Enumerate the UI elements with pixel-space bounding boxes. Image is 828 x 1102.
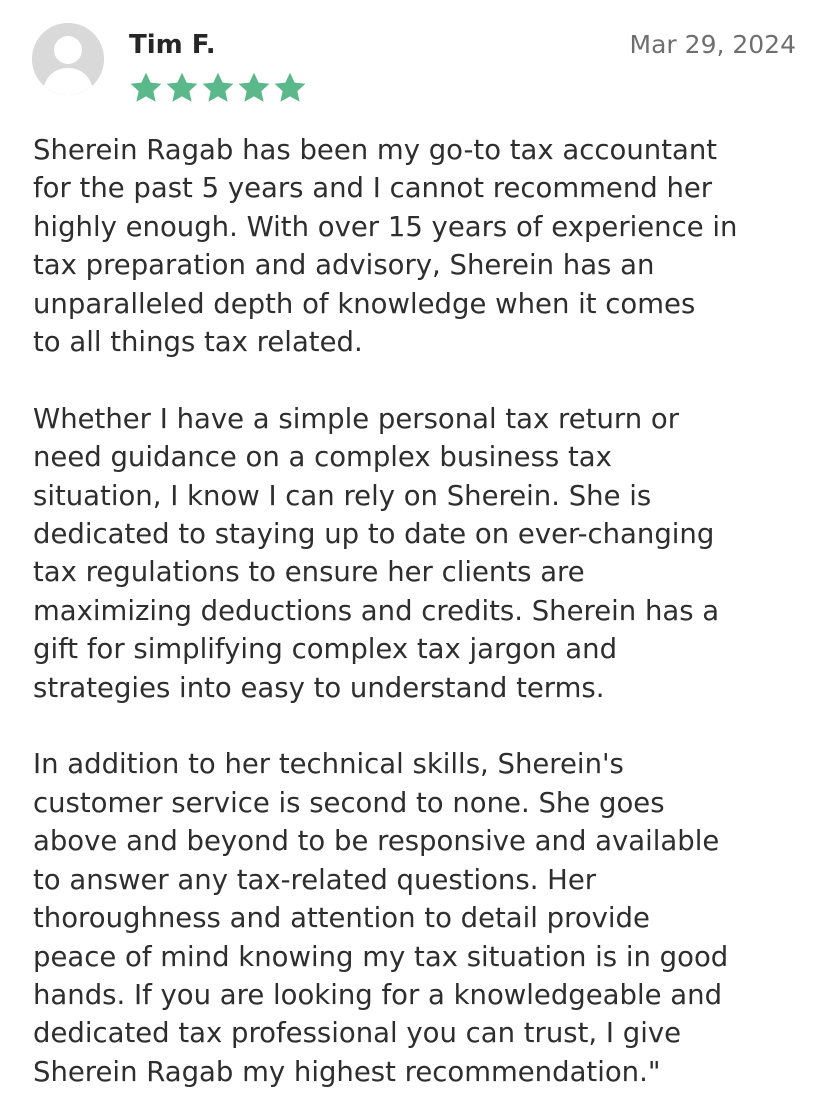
star-rating [128,70,308,106]
review-body [33,131,808,1091]
star-icon [236,70,272,106]
star-icon [164,70,200,106]
avatar-placeholder-icon [32,23,104,95]
reviewer-name[interactable]: Tim F. [129,30,216,60]
review-paragraph: Sherein Ragab has been my go-to tax accountant for the past 5 years and I cannot recommend her highly enough. With over 15 years of experience in tax preparation and advisory, Sherein has an unparalleled depth of knowledge when it comes to all things tax related. [33,134,738,359]
star-icon [272,70,308,106]
review-paragraph: In addition to her technical skills, Sherein's customer service is second to none. She goes above and beyond to be responsive and available to answer any tax-related questions. Her thoroughness and attention to detail provide peace of mind knowing my tax situation is in good hands. If you are looking for a knowledgeable and dedicated tax professional you can trust, I give Sherein Ragab my highest recommendation." [33,748,729,1088]
review-paragraph: Whether I have a simple personal tax return or need guidance on a complex business tax situation, I know I can rely on Sherein. She is dedicated to staying up to date on ever-changing tax regulations to ensure her clients are maximizing deductions and credits. Sherein has a gift for simplifying complex tax jargon and strategies into easy to understand terms. [33,402,720,704]
star-icon [200,70,236,106]
review-date: Mar 29, 2024 [629,30,796,59]
star-icon [128,70,164,106]
